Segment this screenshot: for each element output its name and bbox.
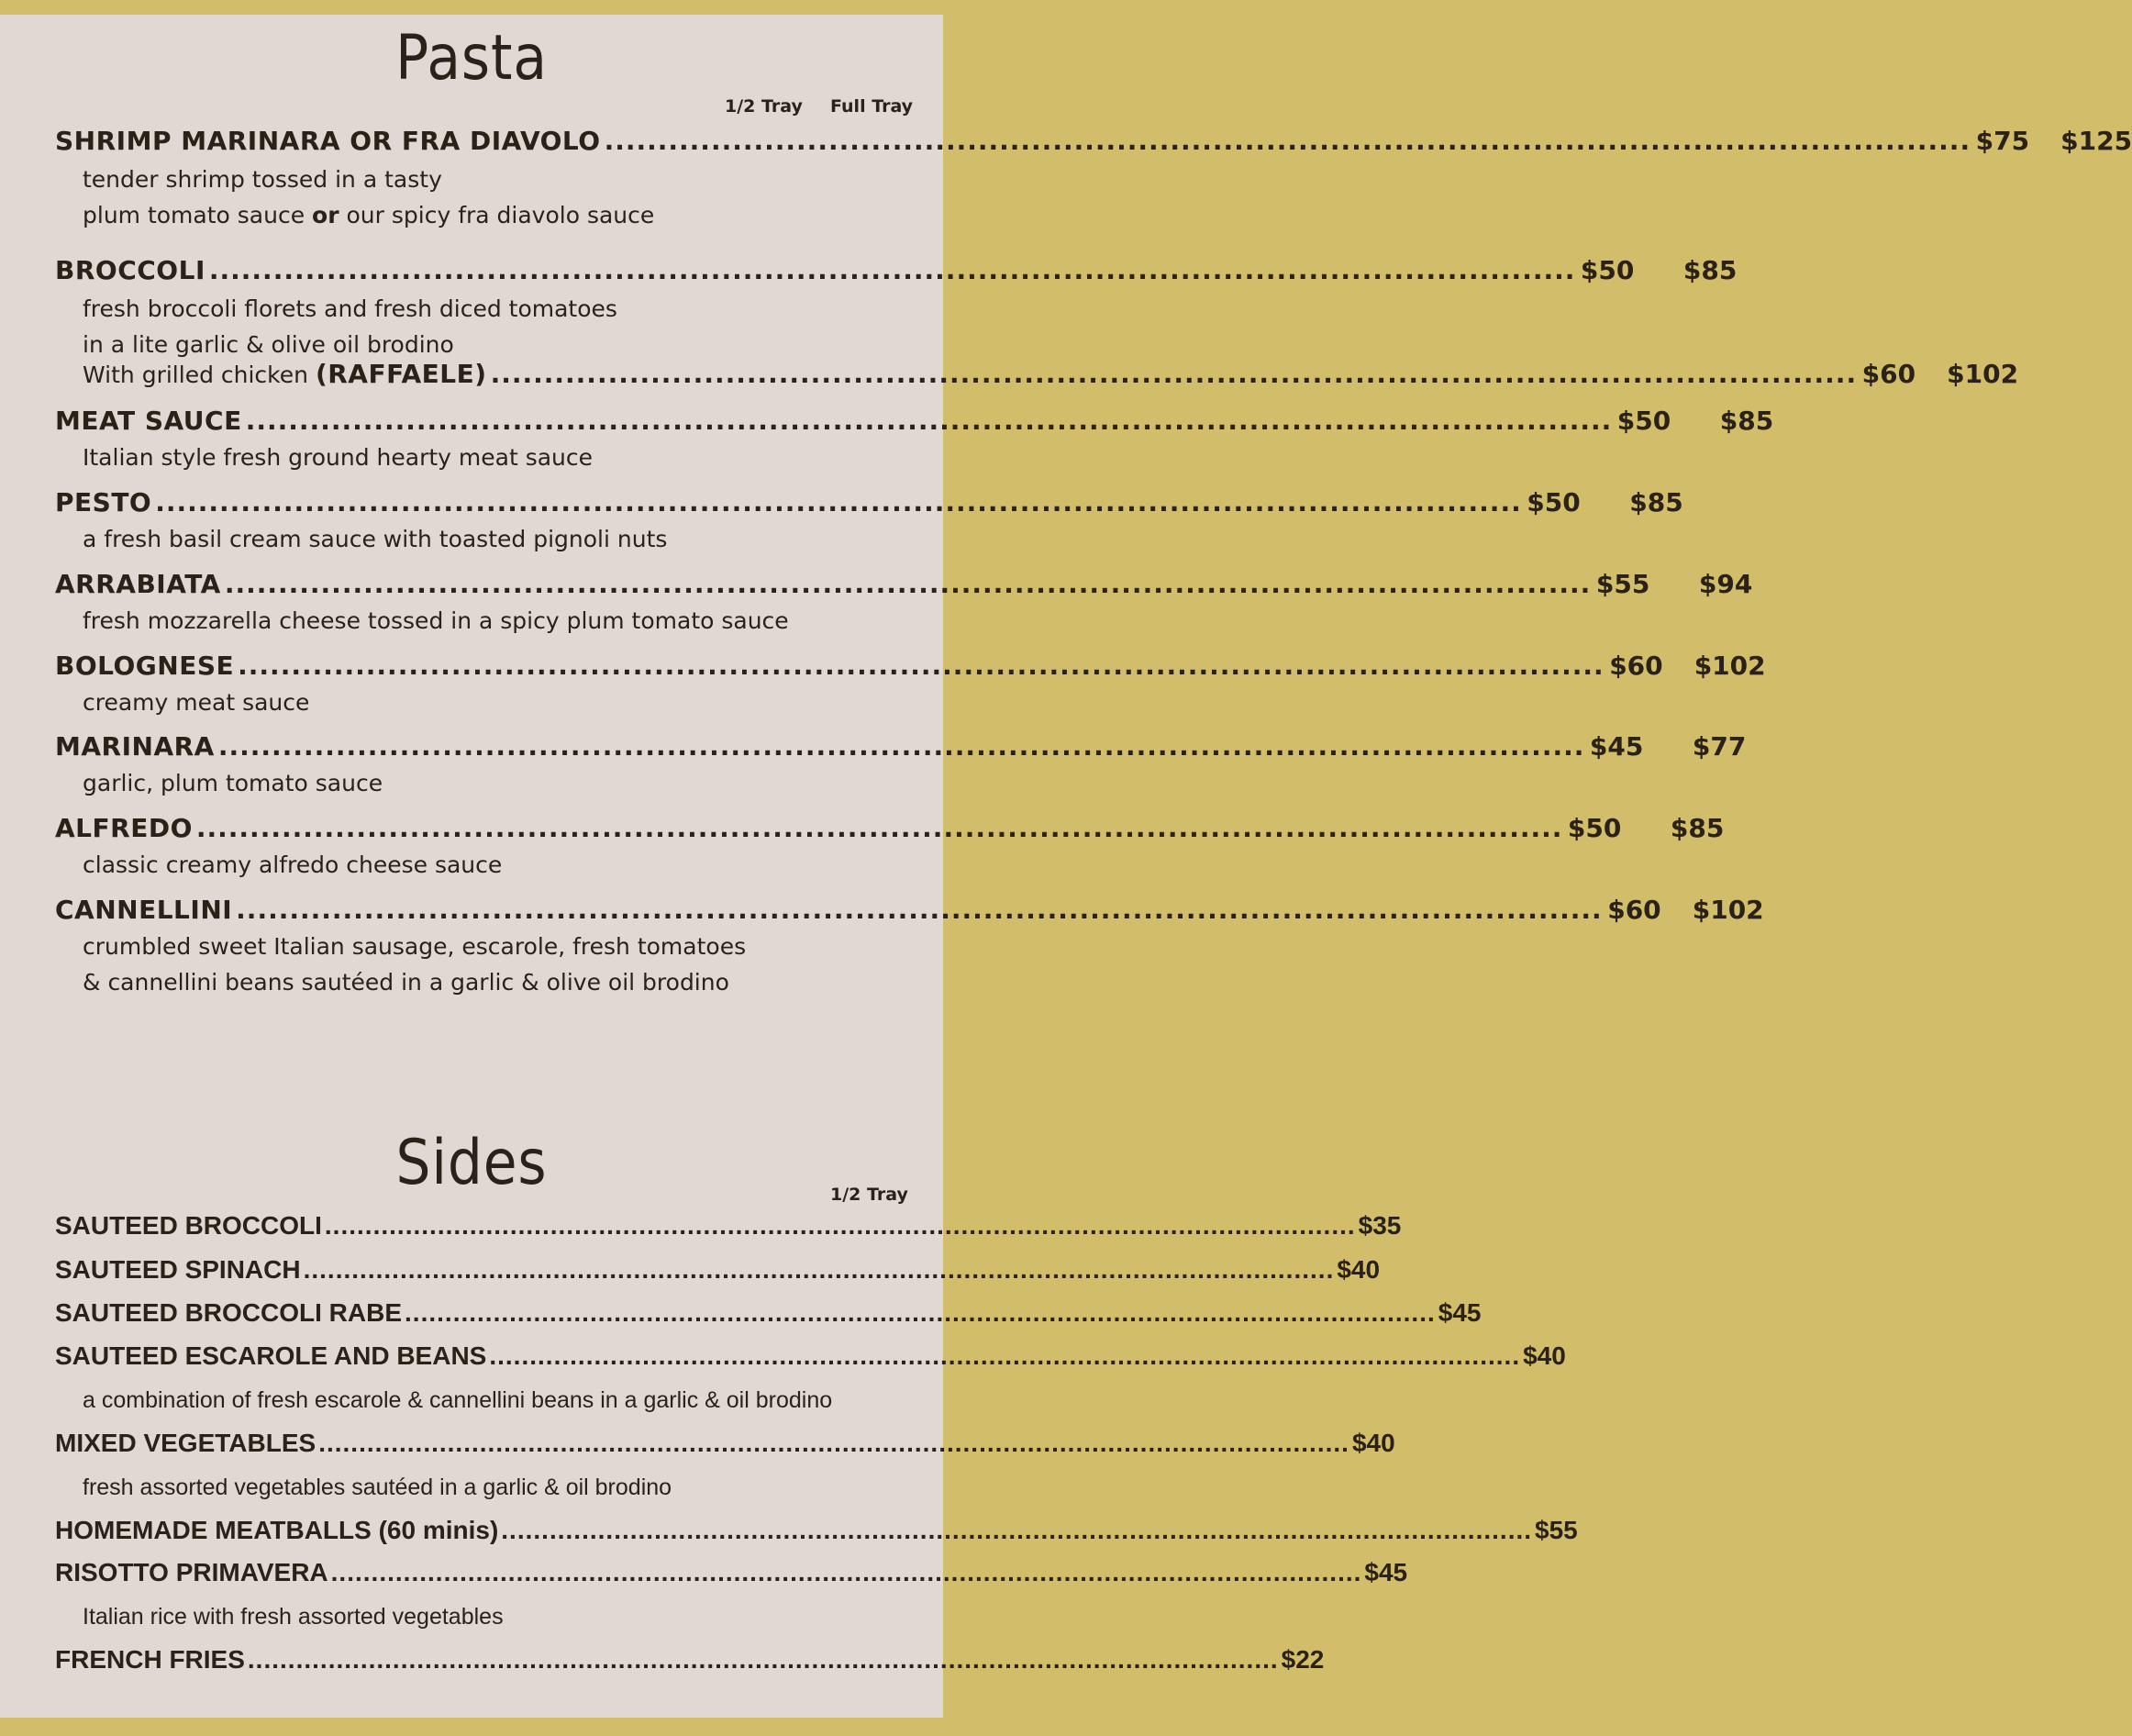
sides-title: Sides [395,1127,548,1199]
item-description: plum tomato sauce or our spicy fra diavolo sauce [83,202,655,228]
item-name: MEAT SAUCE [55,406,242,436]
dot-leader: ................................................................................................................................ [330,1558,1362,1586]
half-tray-price: $40 [1523,1341,1566,1370]
dot-leader: ................................................................................................................................ [501,1516,1533,1544]
full-tray-price: $85 [1670,813,1725,843]
dot-leader: ................................................................................................................................ [324,1211,1356,1240]
half-tray-price: $50 [1567,813,1622,843]
half-tray-price: $55 [1595,569,1650,599]
full-tray-price: $125 [2060,126,2132,156]
dot-leader: ................................................................................................................................ [217,731,1585,762]
dot-leader: ................................................................................................................................ [236,895,1603,925]
dot-leader: ................................................................................................................................ [303,1255,1335,1284]
item-name: FRENCH FRIES [55,1645,245,1674]
item-description: a fresh basil cream sauce with toasted pignoli nuts [83,526,668,552]
menu-item [55,406,1774,439]
dot-leader: ................................................................................................................................ [208,255,1576,285]
menu-item [55,255,1738,288]
item-name: MIXED VEGETABLES [55,1429,316,1457]
menu-item [55,126,2132,159]
dot-leader: ................................................................................................................................ [195,813,1563,843]
full-tray-price: $85 [1719,406,1774,436]
side-item [55,1298,1482,1330]
item-name: ARRABIATA [55,569,221,599]
full-tray-price: $102 [1693,651,1766,681]
pasta-title: Pasta [395,22,548,95]
full-tray-price: $77 [1692,731,1747,762]
item-name: PESTO [55,487,152,517]
item-name: HOMEMADE MEATBALLS (60 minis) [55,1516,499,1544]
menu-page [0,15,2132,1718]
item-name: MARINARA [55,731,215,762]
dot-leader: ................................................................................................................................ [247,1645,1279,1674]
item-description: classic creamy alfredo cheese sauce [83,851,503,878]
full-tray-price: $94 [1698,569,1753,599]
item-name: SAUTEED ESCAROLE AND BEANS [55,1341,487,1370]
half-tray-price: $60 [1607,895,1661,925]
half-tray-price: $40 [1337,1255,1381,1284]
half-tray-price: $35 [1358,1211,1402,1240]
side-item [55,1429,1395,1460]
item-description: creamy meat sauce [83,689,310,716]
half-tray-price: $60 [1861,359,1916,389]
half-tray-price: $50 [1527,487,1581,517]
full-tray-price: $102 [1947,359,2019,389]
item-name: BROCCOLI [55,255,205,285]
side-item [55,1558,1408,1589]
item-description: fresh assorted vegetables sautéed in a garlic & oil brodino [83,1474,672,1500]
menu-item [55,895,1764,928]
side-item [55,1211,1402,1242]
item-name: SAUTEED SPINACH [55,1255,301,1284]
side-item [55,1341,1566,1373]
menu-sub-item [83,359,2019,392]
item-description: fresh broccoli florets and fresh diced tomatoes [83,295,617,322]
full-tray-price: $102 [1692,895,1764,925]
dot-leader: ................................................................................................................................ [490,359,1858,389]
menu-item [55,731,1747,764]
side-item [55,1516,1578,1547]
dot-leader: ................................................................................................................................ [155,487,1522,517]
half-tray-price: $50 [1580,255,1635,285]
item-description: in a lite garlic & olive oil brodino [83,331,454,358]
half-tray-price: $50 [1616,406,1671,436]
sub-item-name: With grilled chicken (RAFFAELE) [83,359,487,389]
item-description: fresh mozzarella cheese tossed in a spicy plum tomato sauce [83,607,789,634]
item-description: garlic, plum tomato sauce [83,770,383,796]
menu-item [55,813,1725,846]
side-item [55,1255,1381,1286]
half-tray-price: $60 [1609,651,1663,681]
half-tray-price: $40 [1351,1429,1395,1457]
menu-item [55,487,1683,520]
half-tray-price: $45 [1438,1298,1482,1327]
dot-leader: ................................................................................................................................ [238,651,1605,681]
sides-col-half-tray: 1/2 Tray [830,1185,908,1205]
item-name: ALFREDO [55,813,193,843]
dot-leader: ................................................................................................................................ [318,1429,1349,1457]
half-tray-price: $45 [1589,731,1644,762]
item-name: RISOTTO PRIMAVERA [55,1558,328,1586]
item-description: Italian style fresh ground hearty meat sauce [83,444,594,471]
half-tray-price: $75 [1975,126,2030,156]
item-description: crumbled sweet Italian sausage, escarole, fresh tomatoes [83,933,747,960]
dot-leader: ................................................................................................................................ [489,1341,1521,1370]
item-description: a combination of fresh escarole & cannellini beans in a garlic & oil brodino [83,1387,833,1413]
item-name: BOLOGNESE [55,651,235,681]
pasta-col-half-tray: 1/2 Tray [725,96,803,117]
item-name: SAUTEED BROCCOLI RABE [55,1298,403,1327]
item-name: SAUTEED BROCCOLI [55,1211,322,1240]
side-item [55,1645,1325,1676]
half-tray-price: $55 [1535,1516,1578,1544]
item-description: & cannellini beans sautéed in a garlic & olive oil brodino [83,969,729,996]
half-tray-price: $45 [1364,1558,1408,1586]
pasta-col-full-tray: Full Tray [830,96,914,117]
item-name: CANNELLINI [55,895,233,925]
item-description: Italian rice with fresh assorted vegetables [83,1604,504,1630]
full-tray-price: $85 [1682,255,1738,285]
menu-item [55,651,1766,684]
item-name: SHRIMP MARINARA OR FRA DIAVOLO [55,126,601,156]
item-description: tender shrimp tossed in a tasty [83,166,442,193]
full-tray-price: $85 [1629,487,1683,517]
dot-leader: ................................................................................................................................ [604,126,1971,156]
half-tray-price: $22 [1281,1645,1325,1674]
dot-leader: ................................................................................................................................ [245,406,1613,436]
menu-item [55,569,1753,602]
dot-leader: ................................................................................................................................ [405,1298,1436,1327]
dot-leader: ................................................................................................................................ [224,569,1592,599]
